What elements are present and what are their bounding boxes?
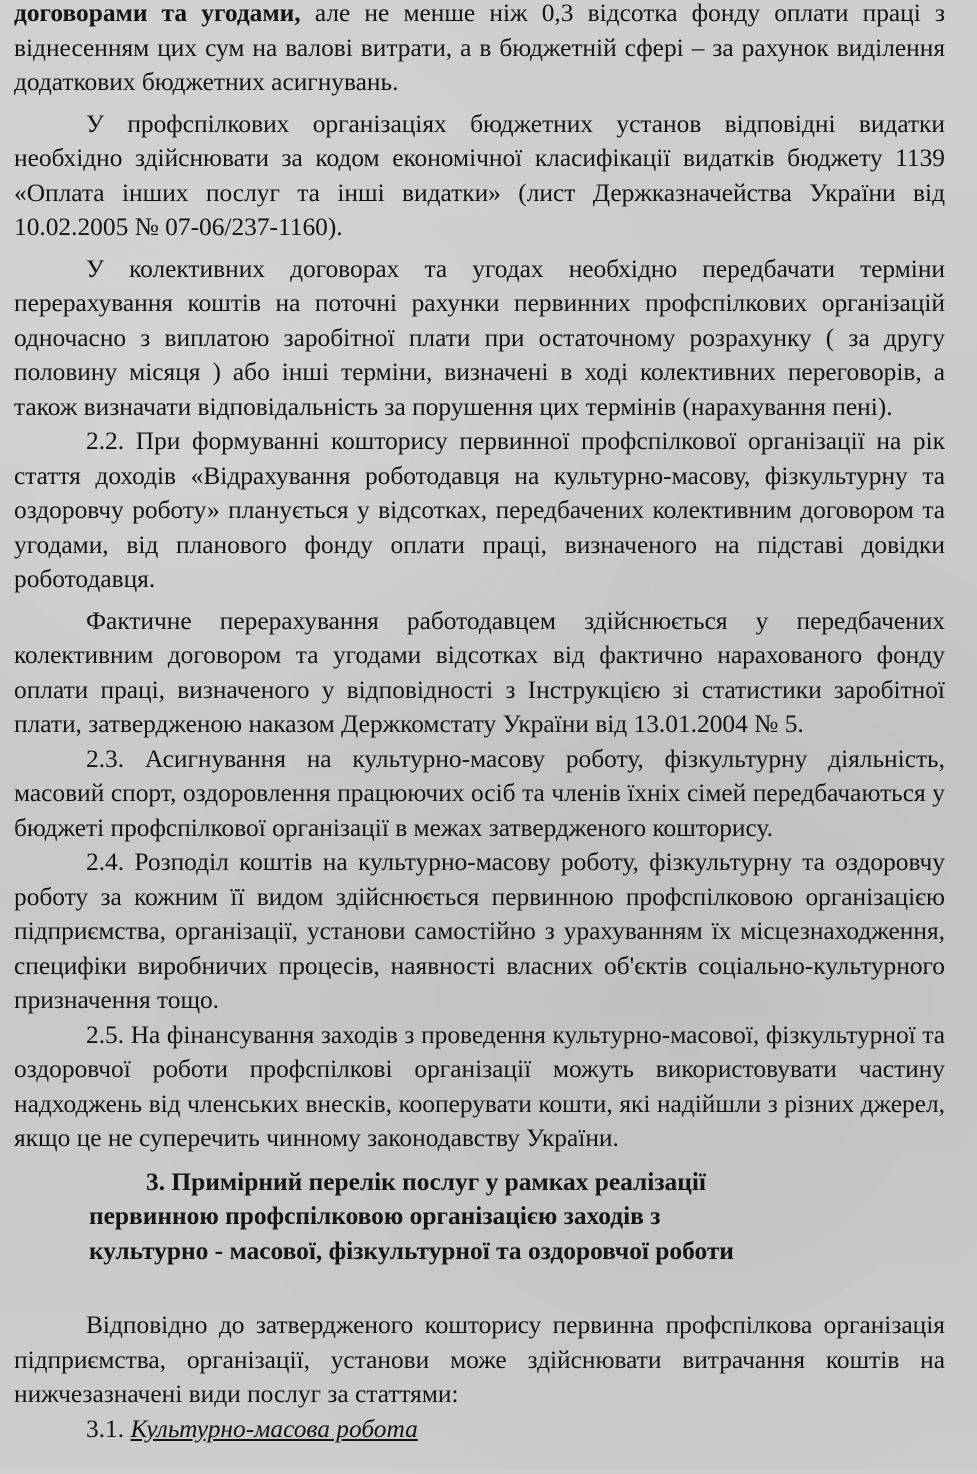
paragraph-2-5: 2.5. На фінансування заходів з проведення культурно-масової, фізкультурної та оздоровчої роботи профспілкові організації можуть використовувати частину надходжень від членських внесків, кооперувати кошти, які надійшли з різних джерел, якщо це не суперечить чинному законодавству України.	[14, 1020, 945, 1152]
heading-line-1: 3. Примірний перелік послуг у рамках реалізації	[146, 1167, 706, 1196]
heading-line-2: первинною профспілковою організацією заходів з	[89, 1202, 661, 1230]
subsection-3-1	[14, 1412, 945, 1447]
paragraph-collective-agreements: У колективних договорах та угодах необхідно передбачати терміни перерахування коштів на поточні рахунки первинних профспілкових організацій одночасно з виплатою заробітної плати при остаточному розрахунку ( за другу половину місяця ) або інші терміни, визначені в ході колективних переговорів, а також визначати відповідальність за порушення цих термінів (нарахування пені).	[14, 254, 945, 421]
paragraph-budget-institutions: У профспілкових організаціях бюджетних установ відповідні видатки необхідно здійснювати за кодом економічної класифікації видатків бюджету 1139 «Оплата інших послуг та інші видатки» (лист Держказначейства України від 10.02.2005 № 07-06/237-1160).	[14, 109, 945, 241]
paragraph-2-4: 2.4. Розподіл коштів на культурно-масову роботу, фізкультурну та оздоровчу роботу за кожним її видом здійснюється первинною профспілковою організацією підприємства, організації, установи самостійно з урахуванням їх місцезнаходження, специфіки виробничих процесів, наявності власних об'єктів соціально-культурного призначення тощо.	[14, 848, 945, 1014]
document-body	[14, 0, 945, 1446]
section-heading	[14, 1165, 945, 1269]
paragraph-services-intro: Відповідно до затвердженого кошторису первинна профспілкова організація підприємства, організації, установи може здійснювати витрачання коштів на нижчезазначені види послуг за статтями:	[14, 1311, 945, 1408]
paragraph-actual-transfer: Фактичне перерахування работодавцем здійснюється у передбачених колективним договором та угодами відсотках від фактично нарахованого фонду оплати праці, визначеного у відповідності з Інструкцією зі статистики заробітної плати, затвердженою наказом Держкомстату України від 13.01.2004 № 5.	[14, 606, 945, 738]
paragraph-2-3: 2.3. Асигнування на культурно-масову роботу, фізкультурну діяльність, масовий спорт, оздоровлення працюючих осіб та членів їхніх сімей передбачаються у бюджеті профспілкової організації в межах затвердженого кошторису.	[14, 744, 945, 842]
bold-phrase: договорами та угодами,	[14, 0, 301, 27]
subsection-title: Культурно-масова робота	[130, 1414, 418, 1443]
paragraph-2-2: 2.2. При формуванні кошторису первинної профспілкової організації на рік стаття доходів «Відрахування роботодавця на культурно-масову, фізкультурну та оздоровчу роботу» планується у відсотках, передбачених колективним договором та угодами, від планового фонду оплати праці, визначеного на підставі довідки роботодавця.	[14, 427, 945, 593]
paragraph-continuation	[14, 0, 945, 100]
heading-line-3: культурно - масової, фізкультурної та оздоровчої роботи	[89, 1236, 734, 1265]
paragraph-text: але не менше ніж 0,3 відсотка фонду оплати праці з віднесенням цих сум на валові витрати, а в бюджетній сфері – за рахунок виділення додаткових бюджетних асигнувань.	[14, 0, 946, 96]
subsection-number: 3.1.	[86, 1414, 131, 1443]
